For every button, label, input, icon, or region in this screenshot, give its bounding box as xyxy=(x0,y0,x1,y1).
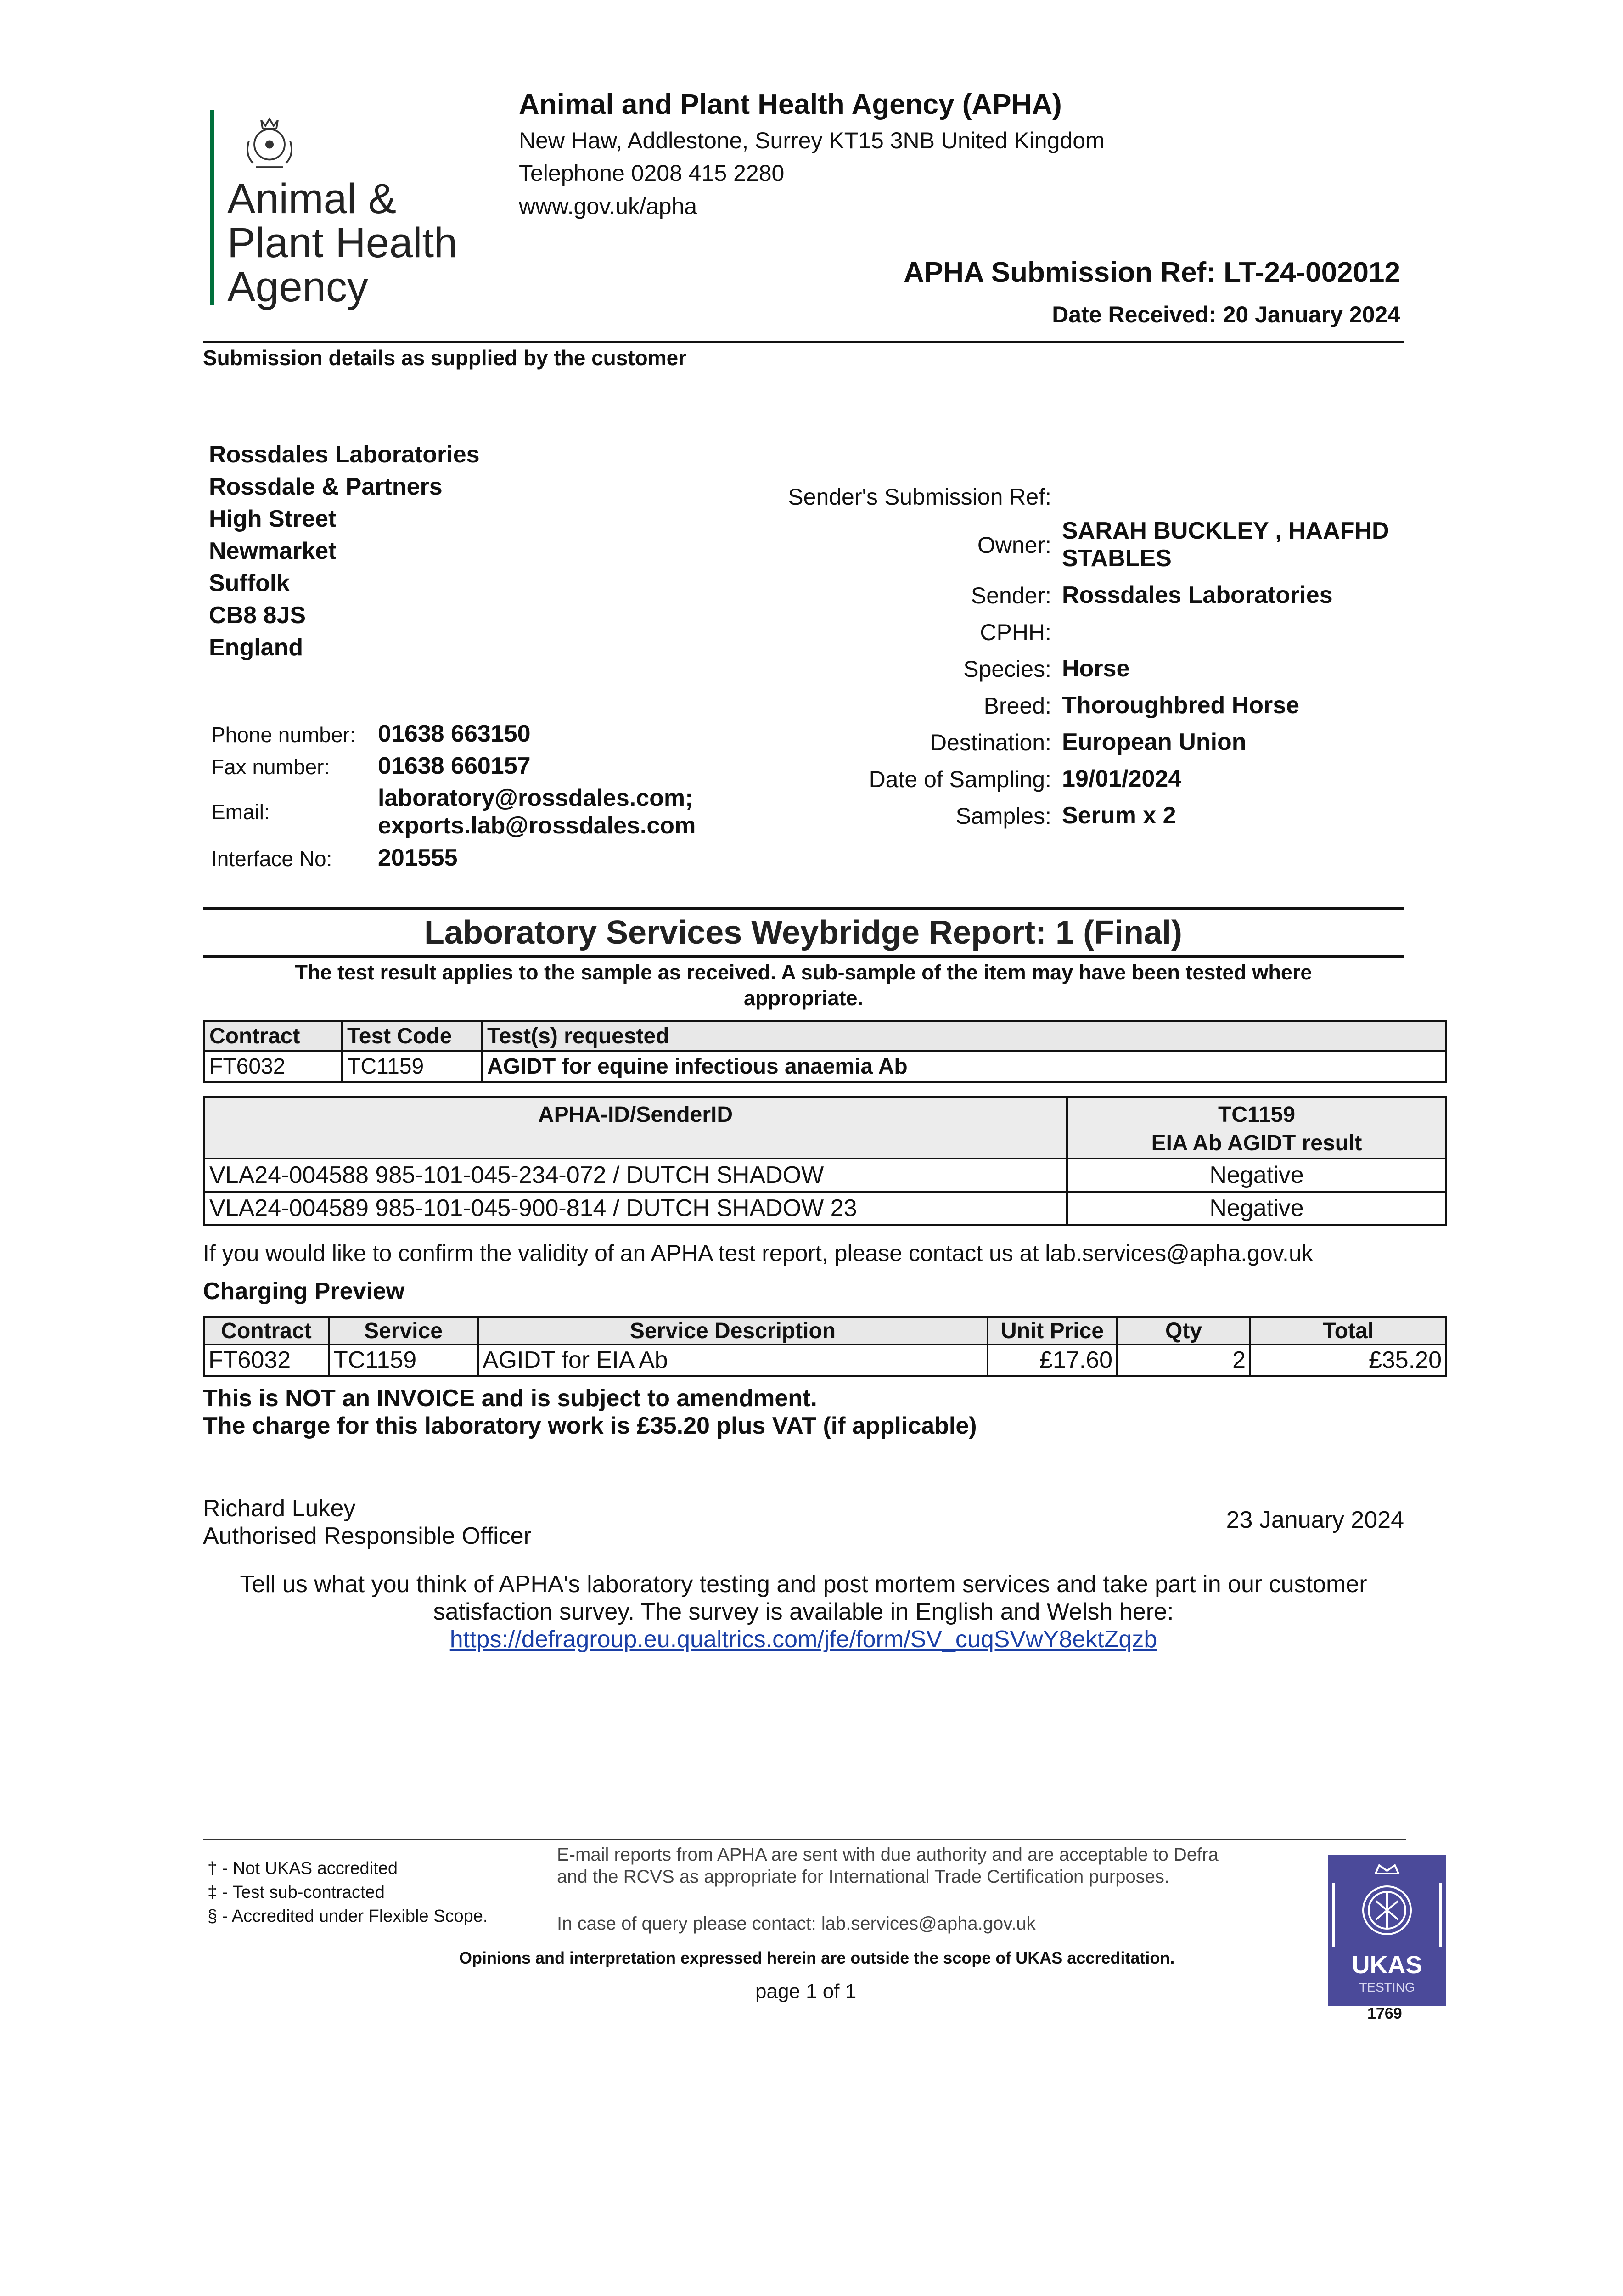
column-header: Service Description xyxy=(478,1317,988,1345)
customer-address xyxy=(209,439,480,664)
column-header: Total xyxy=(1250,1317,1446,1345)
breed-value: Thoroughbred Horse xyxy=(1062,692,1300,719)
address-line: Rossdales Laboratories xyxy=(209,441,480,468)
sampling-date-label: Date of Sampling: xyxy=(869,766,1051,792)
officer-role: Authorised Responsible Officer xyxy=(203,1523,532,1549)
logo-text-line3: Agency xyxy=(227,264,368,310)
result-value: Negative xyxy=(1067,1159,1446,1192)
destination-value: European Union xyxy=(1062,729,1247,755)
not-invoice-line: This is NOT an INVOICE and is subject to amendment. xyxy=(203,1385,817,1412)
validity-note: If you would like to confirm the validity of an APHA test report, please contact us at lab.services@apha.gov.uk xyxy=(203,1240,1313,1266)
address-line: High Street xyxy=(209,506,337,532)
column-header: Test(s) requested xyxy=(482,1021,1446,1051)
column-header: Contract xyxy=(204,1317,329,1345)
org-website[interactable]: www.gov.uk/apha xyxy=(519,193,697,219)
address-line: Suffolk xyxy=(209,570,290,597)
email-value-2[interactable]: exports.lab@rossdales.com xyxy=(378,812,696,839)
email-value-1[interactable]: laboratory@rossdales.com; xyxy=(378,785,693,811)
table-cell: 2 xyxy=(1117,1345,1250,1376)
report-title: Laboratory Services Weybridge Report: 1 (Final) xyxy=(424,914,1183,951)
applies-note-line: appropriate. xyxy=(743,986,864,1010)
address-line: Newmarket xyxy=(209,538,337,564)
sampling-date-value: 19/01/2024 xyxy=(1062,765,1182,792)
column-header: Contract xyxy=(204,1021,342,1051)
page-number: page 1 of 1 xyxy=(755,1980,857,2003)
column-header: Qty xyxy=(1117,1317,1250,1345)
header-divider xyxy=(203,341,1404,343)
result-column-header xyxy=(1067,1097,1446,1159)
cphh-label: CPHH: xyxy=(980,619,1051,645)
breed-label: Breed: xyxy=(983,693,1051,719)
sender-ref-label: Sender's Submission Ref: xyxy=(788,484,1051,510)
invoice-disclaimer xyxy=(203,1384,977,1440)
column-header: Unit Price xyxy=(988,1317,1117,1345)
org-telephone: Telephone 0208 415 2280 xyxy=(519,160,785,186)
footer-divider xyxy=(203,1839,1406,1840)
table-cell: TC1159 xyxy=(329,1345,478,1376)
royal-crest-icon xyxy=(235,107,304,175)
owner-value-1: SARAH BUCKLEY , HAAFHD xyxy=(1062,518,1389,544)
key-flexible-scope: § - Accredited under Flexible Scope. xyxy=(208,1907,488,1926)
species-value: Horse xyxy=(1062,655,1130,682)
ukas-logo xyxy=(1328,1855,1446,2006)
result-header-code: TC1159 xyxy=(1218,1103,1296,1127)
officer-name: Richard Lukey xyxy=(203,1495,356,1522)
interface-value: 201555 xyxy=(378,844,458,871)
report-bottom-rule xyxy=(203,955,1404,958)
id-column-header: APHA-ID/SenderID xyxy=(204,1097,1067,1159)
applies-note xyxy=(239,960,1368,1011)
result-value: Negative xyxy=(1067,1192,1446,1225)
fax-value: 01638 660157 xyxy=(378,753,531,779)
table-cell: AGIDT for EIA Ab xyxy=(478,1345,988,1376)
table-cell: TC1159 xyxy=(342,1051,482,1082)
phone-label: Phone number: xyxy=(211,723,356,747)
table-cell: £17.60 xyxy=(988,1345,1117,1376)
submission-ref: APHA Submission Ref: LT-24-002012 xyxy=(904,257,1400,288)
date-received: Date Received: 20 January 2024 xyxy=(1052,302,1400,327)
table-cell: £35.20 xyxy=(1250,1345,1446,1376)
results-table xyxy=(203,1096,1447,1226)
table-row xyxy=(204,1345,1446,1376)
report-top-rule xyxy=(203,907,1404,910)
survey-line: Tell us what you think of APHA's laboratory testing and post mortem services and take part in our customer xyxy=(240,1571,1367,1598)
column-header: Test Code xyxy=(342,1021,482,1051)
ukas-sub: TESTING xyxy=(1359,1980,1415,1994)
owner-label: Owner: xyxy=(977,532,1051,558)
address-line: England xyxy=(209,634,303,661)
query-contact-note: In case of query please contact: lab.services@apha.gov.uk xyxy=(557,1913,1036,1934)
samples-value: Serum x 2 xyxy=(1062,802,1176,829)
ukas-number: 1769 xyxy=(1367,2005,1402,2022)
table-row xyxy=(204,1159,1446,1192)
phone-value: 01638 663150 xyxy=(378,720,531,747)
table-row xyxy=(204,1192,1446,1225)
sender-value: Rossdales Laboratories xyxy=(1062,582,1333,608)
table-cell: FT6032 xyxy=(204,1051,342,1082)
email-report-note: E-mail reports from APHA are sent with due authority and are acceptable to Defra and the RCVS as appropriate for International Trade Certification purposes. xyxy=(557,1845,1219,1887)
survey-block xyxy=(216,1570,1391,1653)
survey-line: satisfaction survey. The survey is available in English and Welsh here: xyxy=(433,1598,1174,1625)
table-cell: AGIDT for equine infectious anaemia Ab xyxy=(482,1051,1446,1082)
table-header-row xyxy=(204,1021,1446,1051)
logo-accent-bar xyxy=(210,110,214,305)
interface-label: Interface No: xyxy=(211,847,332,871)
samples-label: Samples: xyxy=(955,803,1051,829)
charge-note-line: The charge for this laboratory work is £35.20 plus VAT (if applicable) xyxy=(203,1412,977,1439)
org-name: Animal and Plant Health Agency (APHA) xyxy=(519,89,1062,120)
fax-label: Fax number: xyxy=(211,755,330,779)
table-header-row xyxy=(204,1097,1446,1159)
supplied-label: Submission details as supplied by the customer xyxy=(203,346,687,370)
ukas-scope-note: Opinions and interpretation expressed herein are outside the scope of UKAS accreditation. xyxy=(459,1948,1175,1967)
result-header-name: EIA Ab AGIDT result xyxy=(1151,1131,1362,1155)
sample-id: VLA24-004588 985-101-045-234-072 / DUTCH SHADOW xyxy=(204,1159,1067,1192)
officer-block xyxy=(203,1495,532,1550)
survey-link[interactable]: https://defragroup.eu.qualtrics.com/jfe/form/SV_cuqSVwY8ektZqzb xyxy=(449,1626,1157,1653)
address-line: Rossdale & Partners xyxy=(209,473,443,500)
table-header-row xyxy=(204,1317,1446,1345)
key-not-accredited: † - Not UKAS accredited xyxy=(208,1859,398,1878)
tests-table xyxy=(203,1020,1447,1083)
species-label: Species: xyxy=(963,656,1051,682)
table-cell: FT6032 xyxy=(204,1345,329,1376)
table-row xyxy=(204,1051,1446,1082)
owner-value-2: STABLES xyxy=(1062,545,1172,572)
sender-label: Sender: xyxy=(971,583,1051,608)
ukas-name: UKAS xyxy=(1352,1951,1422,1979)
destination-label: Destination: xyxy=(930,730,1051,755)
signoff-date: 23 January 2024 xyxy=(1226,1507,1404,1533)
key-subcontracted: ‡ - Test sub-contracted xyxy=(208,1883,385,1902)
logo-text-line1: Animal & xyxy=(227,175,397,222)
charging-title: Charging Preview xyxy=(203,1278,405,1305)
column-header: Service xyxy=(329,1317,478,1345)
applies-note-line: The test result applies to the sample as received. A sub-sample of the item may have been tested where xyxy=(295,961,1312,984)
sample-id: VLA24-004589 985-101-045-900-814 / DUTCH SHADOW 23 xyxy=(204,1192,1067,1225)
charge-table xyxy=(203,1316,1447,1377)
email-label: Email: xyxy=(211,800,270,824)
org-address: New Haw, Addlestone, Surrey KT15 3NB United Kingdom xyxy=(519,128,1105,153)
address-line: CB8 8JS xyxy=(209,602,306,629)
logo-text-line2: Plant Health xyxy=(227,219,458,266)
